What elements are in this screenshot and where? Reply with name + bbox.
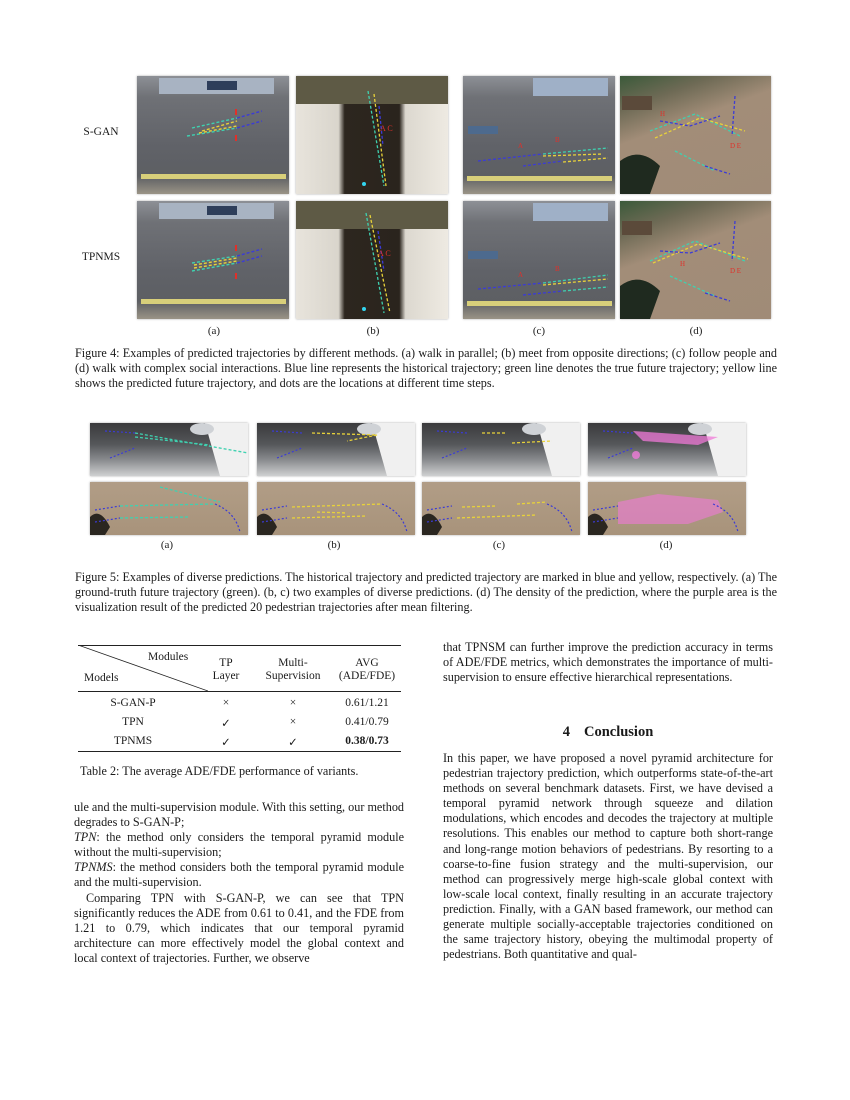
figure-5-image-a-bottom [90,482,248,535]
figure-5-label-d: (d) [659,539,673,551]
svg-text:A: A [518,142,524,150]
figure-5-image-b-bottom [257,482,415,535]
figure-5-image-c-top [422,423,580,476]
left-column-text [74,800,404,966]
figure-4-image-b-tpnms [296,201,448,319]
row-label-sgan: S-GAN [83,126,119,138]
header-multi-supervision: Multi- Supervision [265,657,321,682]
figure-4-label-b: (b) [366,325,380,337]
figure-5-image-a-top [90,423,248,476]
svg-text:H: H [660,110,666,118]
table-2-caption: Table 2: The average ADE/FDE performance of variants. [80,764,359,778]
figure-4-image-c-tpnms [463,201,615,319]
header-tp-layer: TP Layer [212,657,240,682]
table-bottom-rule [78,751,401,752]
figure-5-label-a: (a) [160,539,174,551]
svg-text:D E: D E [730,267,742,275]
figure-4-image-d-sgan [620,76,771,194]
figure-5-label-c: (c) [492,539,506,551]
paragraph: Comparing TPN with S-GAN-P, we can see that TPN significantly reduces the ADE from 0.61 to 0.41, and the FDE from 1.21 to 0.79, which indicates that our temporal pyramid architecture can more effectively model the global context and local context of trajectories. Further, we observe [74,890,404,965]
figure-5 [90,423,770,558]
figure-4-image-d-tpnms [620,201,771,319]
right-column-text-conclusion [443,751,773,962]
header-avg-ade-fde: AVG (ADE/FDE) [338,657,396,682]
figure-5-caption: Figure 5: Examples of diverse predictions. The historical trajectory and predicted trajectory are marked in blue and yellow, respectively. (a) The ground-truth future trajectory (green). (b, c) two examples of diverse predictions. (d) The density of the prediction, where the purple area is the visualization result of the predicted 20 pedestrian trajectories after mean filtering. [75,570,777,614]
svg-text:A C: A C [378,249,391,258]
figure-4-label-d: (d) [689,325,703,337]
section-number: 4 [562,724,570,740]
figure-4-row-sgan [70,76,780,194]
figure-4-label-a: (a) [207,325,221,337]
figure-5-image-d-bottom [588,482,746,535]
section-heading-conclusion [443,724,773,741]
header-models: Models [84,672,119,684]
svg-text:H: H [680,260,686,268]
paragraph: TPN: the method only considers the temporal pyramid module without the multi-supervision; [74,830,404,860]
figure-4-image-c-sgan [463,76,615,194]
section-title: Conclusion [583,724,654,740]
term-tpnms: TPNMS [74,860,113,875]
figure-5-image-d-top [588,423,746,476]
right-column-text-top [443,640,773,685]
term-tpn: TPN [74,830,97,845]
header-modules: Modules [148,651,189,663]
figure-5-label-b: (b) [327,539,341,551]
figure-4-image-a-sgan [137,76,289,194]
svg-text:B: B [555,265,560,273]
svg-text:A: A [518,271,524,279]
svg-text:B: B [555,136,560,144]
figure-4-row-tpnms [70,201,780,319]
paragraph: In this paper, we have proposed a novel pyramid architecture for pedestrian trajectory prediction, which outperforms state-of-the-art methods on several benchmark datasets. First, we have devised a temporal pyramid network through squeeze and dilation modulations, which encodes and decodes the trajectory at multiple resolutions. This enables our method to capture both short-range and long-range motion behaviors of pedestrians. By resorting to a coarse-to-fine fusion strategy and the multi-supervision, our method can progressively merge high-scale global context with low-scale local context, finally resulting in an accurate trajectory prediction. Finally, with a GAN based framework, our method can generate multiple socially-acceptable trajectories conditioned on the same trajectory history, obeying the multimodal property of pedestrians. Both quantitative and qual- [443,751,773,962]
paragraph: ule and the multi-supervision module. With this setting, our method degrades to S-GAN-P; [74,800,405,830]
svg-text:A C: A C [380,124,393,133]
paragraph: that TPNSM can further improve the prediction accuracy in terms of ADE/FDE metrics, which demonstrates the importance of multi-supervision to ensure effective hierarchical representations. [443,640,773,685]
table-mid-rule [78,691,401,692]
svg-text:D E: D E [730,142,742,150]
figure-5-image-b-top [257,423,415,476]
paragraph: TPNMS: the method considers both the temporal pyramid module and the multi-supervision. [74,860,404,890]
figure-4-label-c: (c) [532,325,546,337]
figure-4-caption: Figure 4: Examples of predicted trajectories by different methods. (a) walk in parallel; (b) meet from opposite directions; (c) follow people and (d) walk with complex social interactions. Blue line represents the historical trajectory; green line denotes the true future trajectory; yellow line shows the predicted future trajectory, and dots are the locations at different time steps. [75,346,777,390]
figure-4-image-a-tpnms [137,201,289,319]
row-label-tpnms: TPNMS [81,251,121,263]
figure-4-image-b-sgan [296,76,448,194]
figure-5-image-c-bottom [422,482,580,535]
